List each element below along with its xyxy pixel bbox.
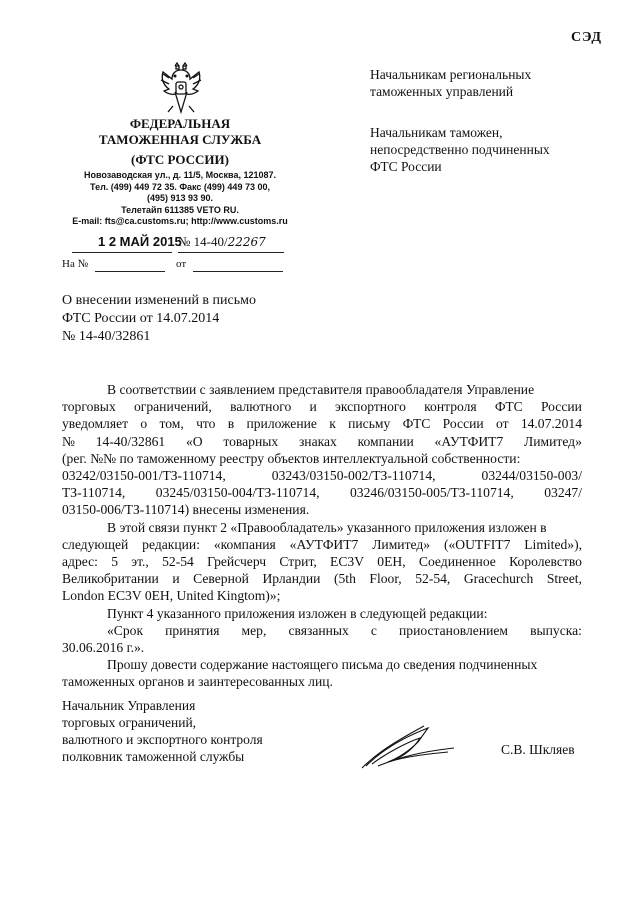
addressee-customs xyxy=(370,124,550,175)
body-line: London EC3V 0EH, United Kingtom)»; xyxy=(62,588,281,604)
contact-line: Тел. (499) 449 72 35. Факс (499) 449 73 00, xyxy=(90,181,270,192)
reference-number-line xyxy=(95,271,165,272)
subject-line: О внесении изменений в письмо xyxy=(62,293,256,308)
signer-name: С.В. Шкляев xyxy=(501,742,575,757)
reference-na-label: На № xyxy=(62,258,89,270)
position-line: Начальник Управления xyxy=(62,698,196,713)
body-line: 03150-006/ТЗ-110714) внесены изменения. xyxy=(62,502,310,518)
body-line: уведомляет о том, что в приложение к письму ФТС России от 14.07.2014 xyxy=(62,416,582,432)
org-line: ФЕДЕРАЛЬНАЯ xyxy=(129,116,231,131)
position-line: торговых ограничений, xyxy=(62,715,197,730)
body-line: следующей редакции: «компания «АУТФИТ7 Лимитед» («OUTFIT7 Limited»), xyxy=(62,536,582,552)
addressee-line: непосредственно подчиненных xyxy=(370,142,550,157)
org-line: ТАМОЖЕННАЯ СЛУЖБА xyxy=(98,132,262,147)
org-line: (ФТС РОССИИ) xyxy=(131,152,229,167)
body-line: торговых ограничений, валютного и экспортного контроля ФТС России xyxy=(62,399,582,415)
subject-line: ФТС России от 14.07.2014 xyxy=(62,311,220,326)
handwritten-signature-icon xyxy=(358,722,458,772)
contact-line: (495) 913 93 90. xyxy=(146,193,214,203)
body-line: таможенных органов и заинтересованных лиц. xyxy=(62,674,333,690)
addressee-regional xyxy=(370,66,531,100)
reg-prefix: № 14-40/ xyxy=(178,234,228,249)
reference-ot-label: от xyxy=(176,258,187,270)
body-line: «Срок принятия мер, связанных с приостановлением выпуска: xyxy=(107,622,582,638)
contact-line: E-mail: fts@ca.customs.ru; http://www.customs.ru xyxy=(72,216,288,226)
body-line: ТЗ-110714, 03245/03150-004/ТЗ-110714, 03246/03150-005/ТЗ-110714, 03247/ xyxy=(62,485,582,501)
body-line: адрес: 5 эт., 52-54 Грейсчерч Стрит, EC3V 0EH, Соединенное Королевство xyxy=(62,554,582,570)
body-line: Прошу довести содержание настоящего письма до сведения подчиненных xyxy=(107,657,538,673)
body-line: 03242/03150-001/ТЗ-110714, 03243/03150-002/ТЗ-110714, 03244/03150-003/ xyxy=(62,468,582,484)
position-line: валютного и экспортного контроля xyxy=(62,732,263,747)
contact-line: Новозаводская ул., д. 11/5, Москва, 121087. xyxy=(84,170,276,180)
reg-handwritten-number: 22267 xyxy=(227,235,266,249)
sed-mark: СЭД xyxy=(570,30,602,45)
letter-subject xyxy=(62,292,256,346)
body-line: В соответствии с заявлением представителя правообладателя Управление xyxy=(107,382,535,397)
body-line: Великобритании и Северной Ирландии (5th Floor, 52-54, Gracechurch Street, xyxy=(62,571,582,587)
body-line: Пункт 4 указанного приложения изложен в следующей редакции: xyxy=(107,605,488,621)
signatory-position xyxy=(62,697,263,765)
coat-of-arms-emblem-icon xyxy=(155,60,207,115)
number-underline xyxy=(178,252,284,253)
registration-number xyxy=(178,234,266,250)
body-line: (рег. №№ по таможенному реестру объектов интеллектуальной собственности: xyxy=(62,450,521,466)
contact-details xyxy=(55,170,305,228)
addressee-line: таможенных управлений xyxy=(370,84,514,99)
letter-body xyxy=(62,381,582,691)
subject-line: № 14-40/32861 xyxy=(62,329,151,344)
body-line: В этой связи пункт 2 «Правообладатель» указанного приложения изложен в xyxy=(107,519,547,535)
addressee-line: ФТС России xyxy=(370,159,442,174)
position-line: полковник таможенной службы xyxy=(62,749,245,764)
addressee-line: Начальникам региональных xyxy=(370,67,532,82)
contact-line: Телетайп 611385 VETO RU. xyxy=(121,204,239,215)
reference-date-line xyxy=(193,271,283,272)
body-line: № 14-40/32861 «О товарных знаках компании «АУТФИТ7 Лимитед» xyxy=(62,433,582,449)
body-line: 30.06.2016 г.». xyxy=(62,640,145,656)
organization-name xyxy=(70,116,290,168)
addressee-line: Начальникам таможен, xyxy=(370,125,503,140)
date-stamp: 1 2 МАЙ 2015 xyxy=(98,234,182,249)
date-underline xyxy=(72,252,172,253)
